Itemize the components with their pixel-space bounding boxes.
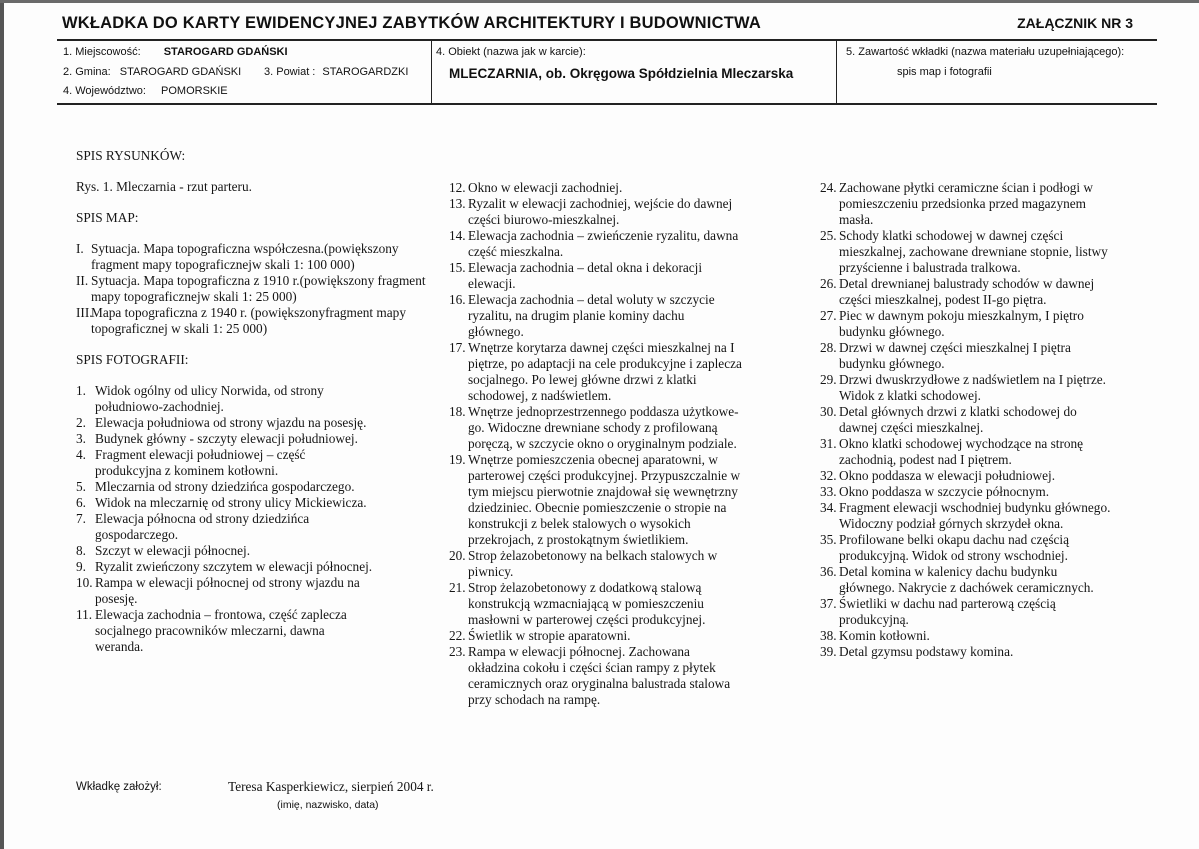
item-text-line: Zachowane płytki ceramiczne ścian i podłogi w [839, 180, 1094, 195]
item-text-line: ceramicznych oraz oryginalna balustrada stalowa [468, 676, 731, 691]
item-text-line: Widok na mleczarnię od strony ulicy Mickiewicza. [95, 495, 367, 510]
item-number: 9. [76, 559, 86, 574]
item-text-line: konstrukcji z belek stalowych o wysokich [468, 516, 691, 531]
list-item [449, 404, 794, 452]
item-text-line: Sytuacja. Mapa topograficzna z 1910 r. [91, 273, 300, 288]
item-text-line: go. Widoczne drewniane schody z profilowaną [468, 420, 718, 435]
item-text-line: gospodarczego. [95, 527, 179, 542]
item-text-line: dziedziniec. Obecnie pomieszczenie o stropie na [468, 500, 727, 515]
item-text-line: Komin kotłowni. [839, 628, 930, 643]
list-item [76, 447, 426, 479]
list-item [449, 228, 794, 260]
item-text-line: Widoczny podział górnych skrzydeł okna. [839, 516, 1064, 531]
list-item [449, 628, 794, 644]
item-text-line: Detal komina w kalenicy dachu budynku [839, 564, 1058, 579]
item-text-line: fragment mapy topograficznej w skali 1: 25 000) [91, 305, 406, 336]
item-number: 32. [820, 468, 837, 483]
item-text-line: Rampa w elewacji północnej. Zachowana [468, 644, 690, 659]
item-number: 23. [449, 644, 466, 659]
footer-author: Teresa Kasperkiewicz, sierpień 2004 r. [228, 779, 434, 794]
list-item [76, 431, 426, 447]
item-number: 13. [449, 196, 466, 211]
list-item [820, 564, 1160, 596]
item-number: 16. [449, 292, 466, 307]
list-item [449, 452, 794, 548]
item-text-line: Widok z klatki schodowej. [839, 388, 982, 403]
item-text-line: Detal drewnianej balustrady schodów w dawnej [839, 276, 1095, 291]
item-text-line: mieszkalnej, zachowane drewniane stopnie, listwy [839, 244, 1108, 259]
item-text-line: Świetliki w dachu nad parterową częścią [839, 596, 1056, 611]
item-number: 30. [820, 404, 837, 419]
item-number: 17. [449, 340, 466, 355]
item-number: 15. [449, 260, 466, 275]
item-number: 26. [820, 276, 837, 291]
item-text-line: Fragment elewacji południowej – część [95, 447, 306, 462]
item-text-line: Piec w dawnym pokoju mieszkalnym, I piętro [839, 308, 1084, 323]
item-text-line: tym miejscu pierwotnie znajdował się wewnętrzny [468, 484, 738, 499]
item-text-line: południowo-zachodniej. [95, 399, 224, 414]
miejscowosc-label: 1. Miejscowość: [63, 46, 141, 58]
list-item [820, 308, 1160, 340]
document-title: WKŁADKA DO KARTY EWIDENCYJNEJ ZABYTKÓW ARCHITEKTURY I BUDOWNICTWA [62, 14, 761, 32]
list-item [820, 596, 1160, 628]
field-miejscowosc [63, 46, 288, 58]
footer-caption: (imię, nazwisko, data) [277, 799, 379, 811]
list-item [76, 241, 426, 273]
item-number: 5. [76, 479, 86, 494]
item-text-line: konstrukcją wzmacniającą w pomieszczeniu [468, 596, 704, 611]
item-text-line: posesję. [95, 591, 138, 606]
list-item [76, 479, 426, 495]
item-text-line: ryzalitu, na drugim planie kominy dachu [468, 308, 685, 323]
obiekt-label: 4. Obiekt (nazwa jak w karcie): [436, 46, 586, 58]
list-item [820, 484, 1160, 500]
item-text-line: Drzwi dwuskrzydłowe z nadświetlem na I piętrze. [839, 372, 1106, 387]
item-number: 20. [449, 548, 466, 563]
item-text-line: przyścienne i balustrada tralkowa. [839, 260, 1021, 275]
list-item [76, 415, 426, 431]
item-text-line: Elewacja zachodnia – zwieńczenie ryzalitu, dawna [468, 228, 739, 243]
heading-spis-fotografii: SPIS FOTOGRAFII: [76, 352, 189, 367]
item-text-line: masła. [839, 212, 874, 227]
item-text-line: zachodnią, podest nad I piętrem. [839, 452, 1012, 467]
item-text-line: w skali 1: 100 000) [251, 257, 355, 272]
powiat-label: 3. Powiat : [264, 66, 316, 78]
powiat-value: STAROGARDZKI [322, 66, 409, 78]
item-text-line: przekrojach, z prostokątnym świetlikiem. [468, 532, 689, 547]
item-text-line: Wnętrze korytarza dawnej części mieszkalnej na I [468, 340, 735, 355]
item-text-line: Elewacja północna od strony dziedzińca [95, 511, 310, 526]
item-number: II. [76, 273, 89, 288]
item-text-line: Elewacja zachodnia – detal woluty w szczycie [468, 292, 715, 307]
item-number: 33. [820, 484, 837, 499]
item-number: 14. [449, 228, 466, 243]
item-text-line: parterowej części produkcyjnej. Przypuszczalnie w [468, 468, 741, 483]
heading-spis-map: SPIS MAP: [76, 210, 139, 225]
list-item [820, 340, 1160, 372]
item-text-line: Mapa topograficzna z 1940 r. (powiększony [91, 305, 326, 320]
list-item [76, 559, 426, 575]
item-text-line: Wnętrze pomieszczenia obecnej aparatowni, w [468, 452, 718, 467]
column-3 [820, 180, 1160, 660]
item-text-line: głównego. [468, 324, 524, 339]
list-item [820, 404, 1160, 436]
item-number: 12. [449, 180, 466, 195]
item-text-line: Profilowane belki okapu dachu nad częścią [839, 532, 1070, 547]
header-rule-top [57, 39, 1157, 41]
item-number: 39. [820, 644, 837, 659]
list-item [76, 273, 426, 305]
item-text-line: Okno w elewacji zachodniej. [468, 180, 623, 195]
item-number: 11. [76, 607, 93, 622]
item-text-line: (powiększony fragment mapy topograficznej [91, 241, 399, 272]
list-item [76, 607, 426, 655]
list-item [76, 495, 426, 511]
item-text-line: Budynek główny - szczyty elewacji południowej. [95, 431, 358, 446]
item-number: 10. [76, 575, 93, 590]
item-text-line: poręczą, w szczycie okno o oryginalnym podziale. [468, 436, 737, 451]
item-text-line: Okno poddasza w szczycie północnym. [839, 484, 1050, 499]
header-divider-2 [836, 41, 837, 103]
photos-list-1 [76, 383, 426, 655]
item-text-line: budynku głównego. [839, 356, 945, 371]
field-powiat [264, 66, 408, 78]
item-text-line: Mleczarnia od strony dziedzińca gospodarczego. [95, 479, 355, 494]
item-text-line: Elewacja zachodnia – frontowa, część zaplecza [95, 607, 347, 622]
item-number: 6. [76, 495, 86, 510]
item-number: 28. [820, 340, 837, 355]
item-number: 19. [449, 452, 466, 467]
list-item [76, 305, 426, 337]
list-item [820, 500, 1160, 532]
item-number: 3. [76, 431, 86, 446]
item-text-line: Strop żelazobetonowy z dodatkową stalową [468, 580, 702, 595]
header-divider-1 [431, 41, 432, 103]
item-text-line: Świetlik w stropie aparatowni. [468, 628, 631, 643]
item-number: 24. [820, 180, 837, 195]
list-item [820, 180, 1160, 228]
list-item [449, 340, 794, 404]
item-number: 25. [820, 228, 837, 243]
item-text-line: pomieszczeniu przedsionka przed magazynem [839, 196, 1086, 211]
item-number: 21. [449, 580, 466, 595]
list-item [449, 180, 794, 196]
gmina-value: STAROGARD GDAŃSKI [119, 66, 242, 78]
footer-label: Wkładkę założył: [76, 781, 162, 793]
item-text-line: (powiększony fragment mapy topograficznej [91, 273, 426, 304]
item-text-line: elewacji. [468, 276, 516, 291]
header-rule-bottom [57, 103, 1157, 105]
list-item [76, 511, 426, 543]
list-item [820, 436, 1160, 468]
item-text-line: Ryzalit zwieńczony szczytem w elewacji północnej. [95, 559, 373, 574]
item-text-line: Ryzalit w elewacji zachodniej, wejście do dawnej [468, 196, 733, 211]
obiekt-value: MLECZARNIA, ob. Okręgowa Spółdzielnia Mleczarska [449, 66, 794, 81]
scan-edge-top [0, 0, 1199, 3]
item-number: 36. [820, 564, 837, 579]
list-item [449, 644, 794, 708]
item-text-line: masłowni w parterowej części produkcyjnej. [468, 612, 706, 627]
item-text-line: piwnicy. [468, 564, 514, 579]
item-text-line: Schody klatki schodowej w dawnej części [839, 228, 1064, 243]
item-text-line: przy schodach na rampę. [468, 692, 601, 707]
item-text-line: produkcyjną. [839, 612, 909, 627]
column-2 [449, 180, 794, 708]
annex-number: ZAŁĄCZNIK NR 3 [1017, 15, 1133, 31]
item-text-line: Wnętrze jednoprzestrzennego poddasza użytkowe- [468, 404, 739, 419]
item-text-line: Widok ogólny od ulicy Norwida, od strony [95, 383, 324, 398]
list-item [820, 228, 1160, 276]
item-number: 38. [820, 628, 837, 643]
item-text-line: Drzwi w dawnej części mieszkalnej I piętra [839, 340, 1071, 355]
item-text-line: Elewacja południowa od strony wjazdu na posesję. [95, 415, 367, 430]
item-text-line: piętrze, po adaptacji na cele produkcyjne i zaplecza [468, 356, 742, 371]
list-item [820, 372, 1160, 404]
item-text-line: Rampa w elewacji północnej od strony wjazdu na [95, 575, 360, 590]
item-number: 27. [820, 308, 837, 323]
item-text-line: części biurowo-mieszkalnej. [468, 212, 620, 227]
field-wojewodztwo [63, 85, 228, 97]
list-item [820, 276, 1160, 308]
item-number: 31. [820, 436, 837, 451]
item-text-line: głównego. Nakrycie z dachówek ceramicznych. [839, 580, 1094, 595]
item-text-line: produkcyjna z kominem kotłowni. [95, 463, 279, 478]
item-number: 29. [820, 372, 837, 387]
list-item [76, 575, 426, 607]
maps-list [76, 241, 426, 337]
field-gmina [63, 66, 241, 78]
zawartosc-value: spis map i fotografii [897, 66, 992, 78]
item-number: 22. [449, 628, 466, 643]
item-text-line: produkcyjną. Widok od strony wschodniej. [839, 548, 1068, 563]
miejscowosc-value: STAROGARD GDAŃSKI [163, 46, 288, 58]
item-number: 4. [76, 447, 86, 462]
gmina-label: 2. Gmina: [63, 66, 111, 78]
item-text-line: okładzina cokołu i części ścian rampy z płytek [468, 660, 716, 675]
item-text-line: Fragment elewacji wschodniej budynku głównego. [839, 500, 1111, 515]
wojewodztwo-label: 4. Województwo: [63, 85, 146, 97]
list-item [449, 196, 794, 228]
item-text-line: weranda. [95, 639, 144, 654]
item-number: 8. [76, 543, 86, 558]
list-item [820, 644, 1160, 660]
column-1 [76, 148, 426, 655]
item-text-line: Detal głównych drzwi z klatki schodowej do [839, 404, 1077, 419]
item-number: 35. [820, 532, 837, 547]
item-text-line: budynku głównego. [839, 324, 945, 339]
item-text-line: Okno klatki schodowej wychodzące na stronę [839, 436, 1084, 451]
list-item [449, 548, 794, 580]
photos-list-2 [449, 180, 794, 708]
list-item [449, 292, 794, 340]
zawartosc-label: 5. Zawartość wkładki (nazwa materiału uzupełniającego): [846, 46, 1125, 58]
photos-list-3 [820, 180, 1160, 660]
list-item [76, 383, 426, 415]
drawing-item: Rys. 1. Mleczarnia - rzut parteru. [76, 179, 252, 194]
item-number: 2. [76, 415, 86, 430]
item-text-line: schodowej, z nadświetlem. [468, 388, 612, 403]
item-text-line: Okno poddasza w elewacji południowej. [839, 468, 1056, 483]
list-item [820, 532, 1160, 564]
item-number: I. [76, 241, 84, 256]
wojewodztwo-value: POMORSKIE [161, 85, 228, 97]
list-item [820, 628, 1160, 644]
list-item [820, 468, 1160, 484]
item-text-line: części mieszkalnej, podest II-go piętra. [839, 292, 1047, 307]
heading-spis-rysunkow: SPIS RYSUNKÓW: [76, 148, 186, 163]
item-number: 37. [820, 596, 837, 611]
item-text-line: Detal gzymsu podstawy komina. [839, 644, 1014, 659]
item-number: 1. [76, 383, 86, 398]
list-item [76, 543, 426, 559]
list-item [449, 260, 794, 292]
item-number: 34. [820, 500, 837, 515]
list-item [449, 580, 794, 628]
item-text-line: socjalnego. Po lewej główne drzwi z klatki [468, 372, 697, 387]
item-text-line: Strop żelazobetonowy na belkach stalowych w [468, 548, 718, 563]
item-text-line: dawnej części mieszkalnej. [839, 420, 984, 435]
item-number: III. [76, 305, 93, 320]
item-text-line: Szczyt w elewacji północnej. [95, 543, 251, 558]
item-text-line: część mieszkalna. [468, 244, 564, 259]
scan-edge-left [0, 0, 4, 849]
item-number: 7. [76, 511, 86, 526]
item-number: 18. [449, 404, 466, 419]
item-text-line: socjalnego pracowników mleczarni, dawna [95, 623, 325, 638]
item-text-line: w skali 1: 25 000) [200, 289, 297, 304]
item-text-line: Elewacja zachodnia – detal okna i dekoracji [468, 260, 703, 275]
item-text-line: Sytuacja. Mapa topograficzna współczesna. [91, 241, 324, 256]
